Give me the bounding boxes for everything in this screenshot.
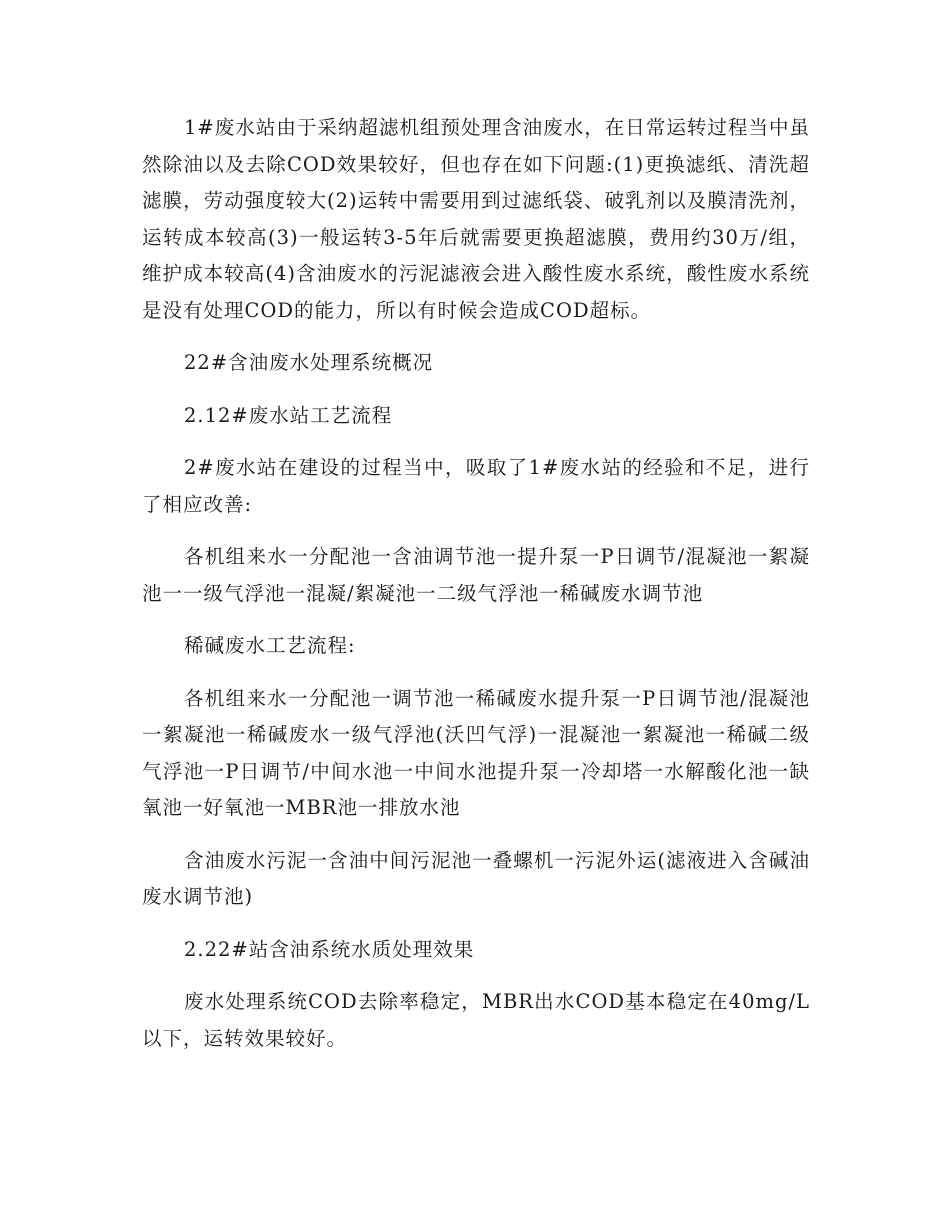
paragraph-improvements: 2#废水站在建设的过程当中，吸取了1#废水站的经验和不足，进行了相应改善: [142, 456, 810, 516]
paragraph-cod-result: 废水处理系统COD去除率稳定，MBR出水COD基本稳定在40mg/L以下，运转效果较好。 [142, 990, 810, 1050]
section-heading-system-overview: 22#含油废水处理系统概况 [184, 351, 434, 374]
paragraph-sludge-flow: 含油废水污泥一含油中间污泥池一叠螺机一污泥外运(滤液进入含碱油废水调节池) [142, 848, 810, 908]
paragraph-problems: 1#废水站由于采纳超滤机组预处理含油废水，在日常运转过程当中虽然除油以及去除COD效果较好，但也存在如下问题:(1)更换滤纸、清洗超滤膜，劳动强度较大(2)运转中需要用到过滤纸袋、破乳剂以及膜清洗剂，运转成本较高(3)一般运转3-5年后就需要更换超滤膜，费用约30万/组，维护成本较高(4)含油废水的污泥滤液会进入酸性废水系统，酸性废水系统是没有处理COD的能力，所以有时候会造成COD超标。 [142, 116, 810, 322]
subsection-heading-treatment-effect: 2.22#站含油系统水质处理效果 [184, 937, 475, 961]
paragraph-dilute-alkali-flow: 各机组来水一分配池一调节池一稀碱废水提升泵一P日调节池/混凝池一絮凝池一稀碱废水一级气浮池(沃凹气浮)一混凝池一絮凝池一稀碱二级气浮池一P日调节/中间水池一中间水池提升泵一冷却塔一水解酸化池一缺氧池一好氧池一MBR池一排放水池 [142, 686, 810, 819]
subsection-heading-process-flow: 2.12#废水站工艺流程 [184, 403, 393, 427]
document-body [142, 110, 810, 1073]
paragraph-dilute-alkali-label: 稀碱废水工艺流程: [184, 634, 356, 657]
paragraph-oily-wastewater-flow: 各机组来水一分配池一含油调节池一提升泵一P日调节/混凝池一絮凝池一一级气浮池一混凝/絮凝池一二级气浮池一稀碱废水调节池 [142, 545, 810, 605]
